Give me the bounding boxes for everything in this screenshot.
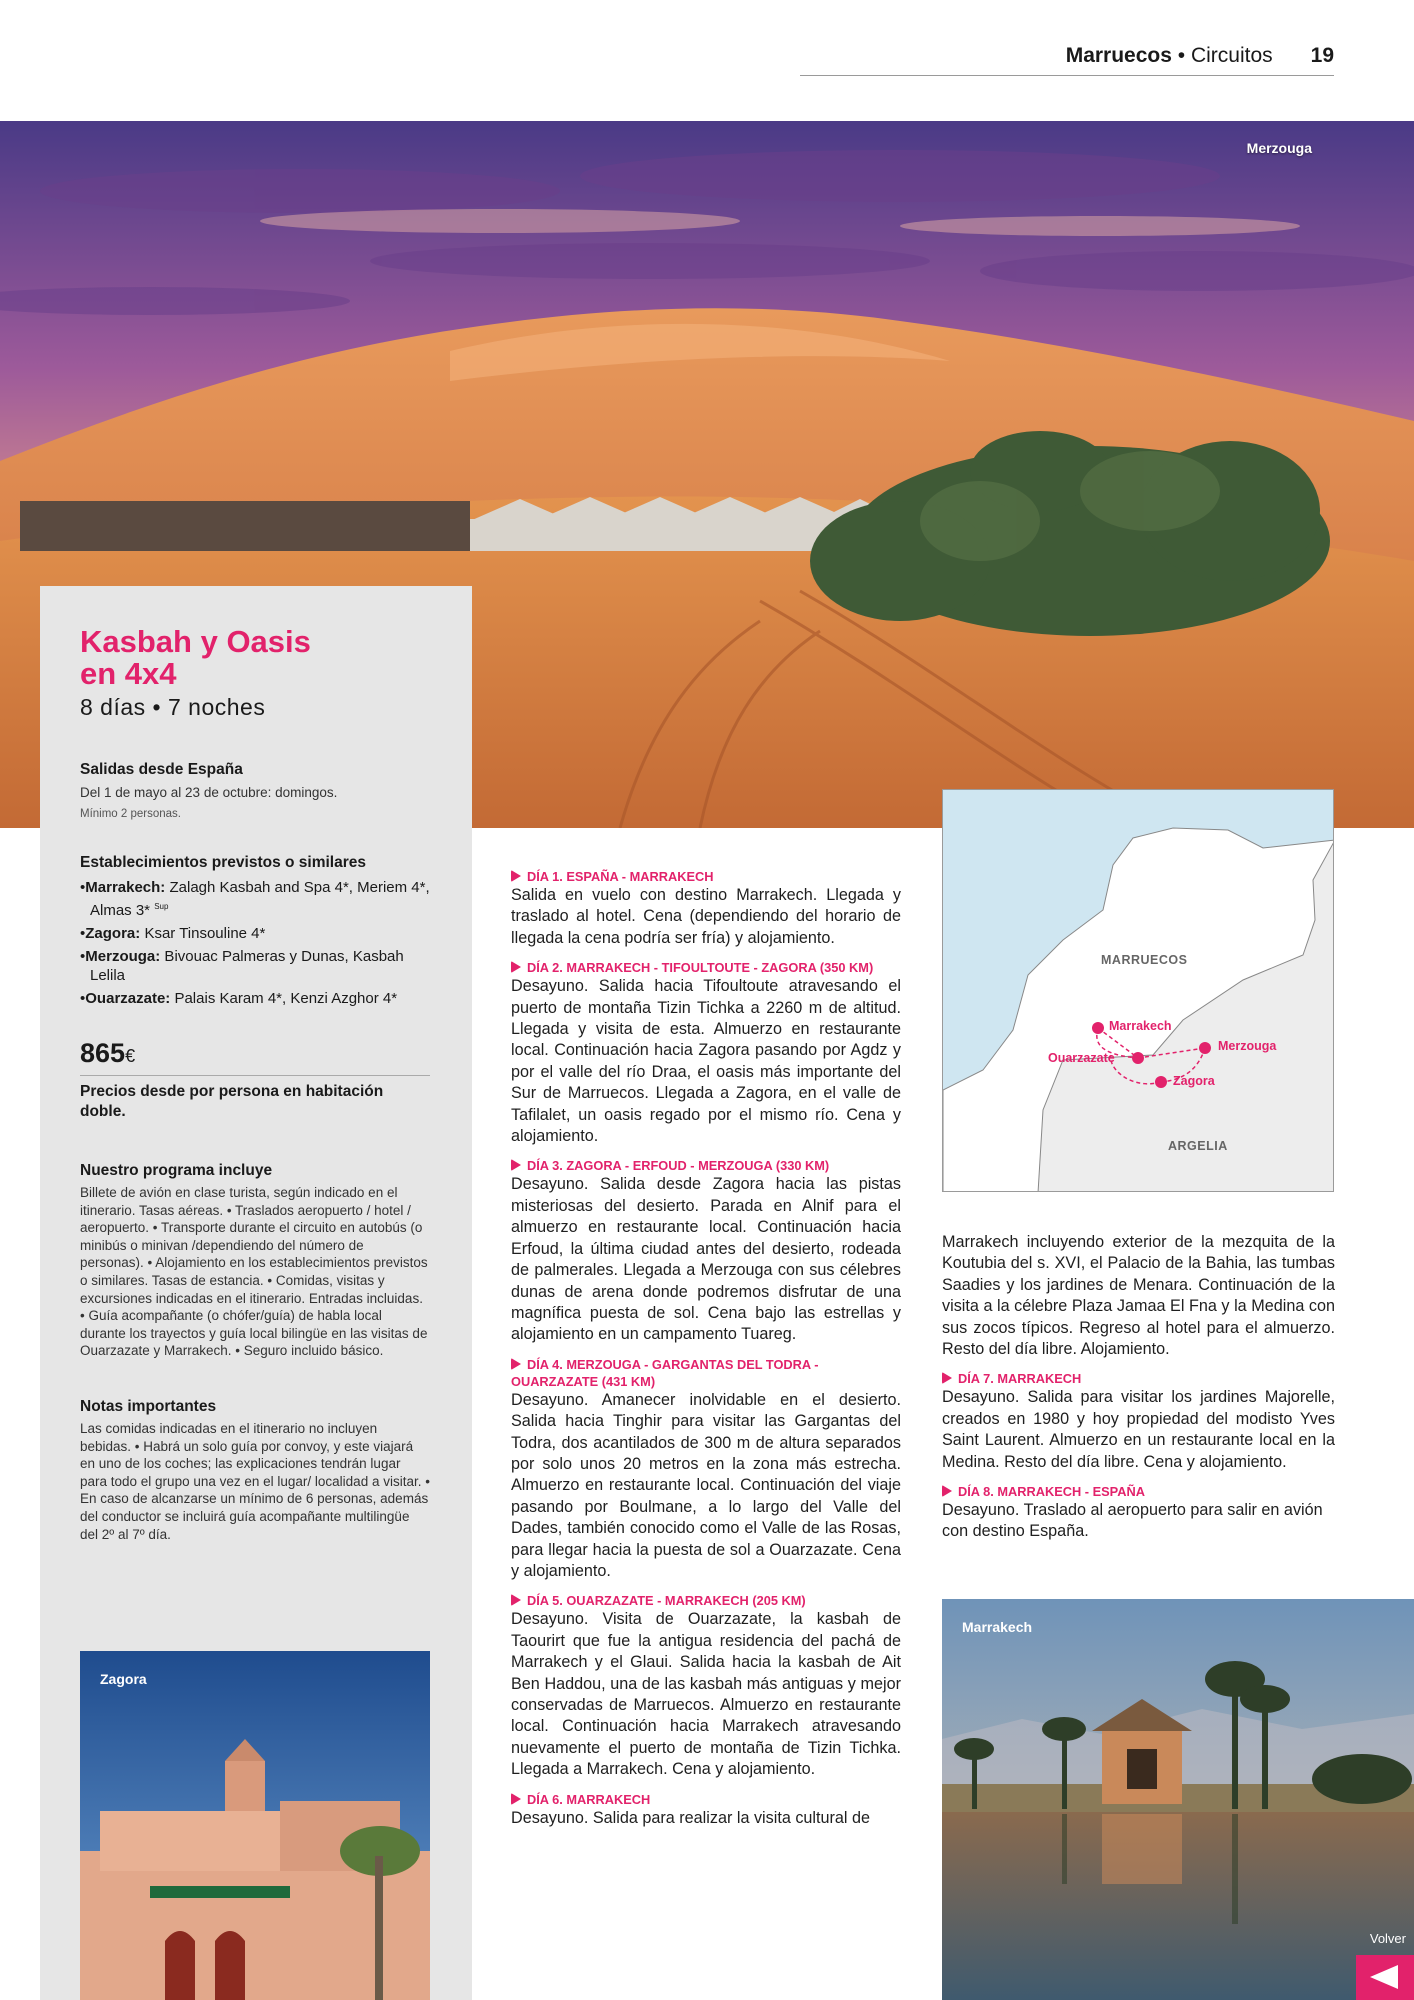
price: 865€ (80, 1038, 430, 1076)
triangle-bullet-icon (942, 1485, 952, 1497)
departures-heading: Salidas desde España (80, 761, 243, 778)
triangle-bullet-icon (511, 1793, 521, 1805)
triangle-bullet-icon (511, 1358, 521, 1370)
map-city-ouarzazate: Ouarzazate (1048, 1051, 1115, 1065)
includes-heading: Nuestro programa incluye (80, 1162, 273, 1179)
triangle-bullet-icon (511, 1159, 521, 1171)
page-header (800, 44, 1334, 76)
hotel-item: • Merzouga: Bivouac Palmeras y Dunas, Kasbah Lelila (80, 947, 430, 985)
day-heading: DÍA 4. MERZOUGA - GARGANTAS DEL TODRA - OUARZAZATE (431 KM) (511, 1356, 819, 1389)
hotel-item: • Zagora: Ksar Tinsouline 4* (80, 924, 430, 943)
hotel-item: • Marrakech: Zalagh Kasbah and Spa 4*, Meriem 4*, Almas 3* $^{Sup}$ (80, 878, 430, 920)
map-city-zagora: Zagora (1173, 1074, 1215, 1088)
hotel-item: • Ouarzazate: Palais Karam 4*, Kenzi Azghor 4* (80, 989, 430, 1008)
day-text: Desayuno. Salida para realizar la visita cultural de (511, 1808, 871, 1827)
minimum-note: Mínimo 2 personas. (80, 808, 181, 820)
notes-heading: Notas importantes (80, 1397, 217, 1415)
zagora-photo (80, 1651, 430, 2000)
tour-info-panel (40, 586, 472, 2000)
day-text: Desayuno. Traslado al aeropuerto para salir en avión con destino España. (942, 1501, 1323, 1541)
volver-label[interactable]: Volver (1369, 1931, 1406, 1946)
day-text: Desayuno. Salida para visitar los jardines Majorelle, creados en 1980 y hoy propiedad del modisto Yves Saint Laurent. Almuerzo en un restaurante local en la Medina. Resto del día libre. Cena y alojamiento. (942, 1388, 1335, 1471)
back-arrow-icon (1356, 1955, 1414, 2000)
day-text: Desayuno. Visita de Ouarzazate, la kasbah de Taourirt que fue la antigua residencia del pachá de Marrakech y el Glaui. Salida hacia la kasbah de Ait Ben Haddou, una de las kasbah más antiguas y mejor conservadas de Marruecos. Almuerzo en restaurante local. Continuación hacia Marrakech atravesando nuevamente el puerto de montaña de Tizin Tichka. Llegada a Marrakech. Cena y alojamiento. (511, 1610, 901, 1779)
triangle-bullet-icon (511, 870, 521, 882)
day-heading: DÍA 6. MARRAKECH (511, 1791, 901, 1808)
section-title: Marruecos • Circuitos (1065, 44, 1273, 67)
day-text: Desayuno. Salida desde Zagora hacia las pistas misteriosas del desierto. Parada en Alnif para el almuerzo en restaurante local. Continuación hacia Erfoud, la última ciudad antes del desierto, rodeada de palmerales. Llegada a Merzouga con sus célebres dunas de arena donde podremos disfrutar de una magnífica puesta de sol. Cena bajo las estrellas y alojamiento en un campamento Tuareg. (511, 1175, 901, 1344)
page-number: 19 (1310, 44, 1334, 67)
route-map (942, 789, 1334, 1192)
departures-text: Del 1 de mayo al 23 de octubre: domingos. (80, 785, 338, 800)
notes-text: Las comidas indicadas en el itinerario no incluyen bebidas. • Habrá un solo guía por convoy, y este viajará en uno de los coches; las explicaciones tendrán lugar para todo el grupo una vez en el lugar/ localidad a visitar. • En caso de alcanzarse un mínimo de 6 personas, además del conductor se incluirá guía acompañante multilingüe del 2º al 7º día. (80, 1420, 430, 1542)
map-country-label: MARRUECOS (1101, 953, 1188, 967)
day-text: Marrakech incluyendo exterior de la mezquita de la Koutubia del s. XVI, el Palacio de la Bahia, las tumbas Saadies y los jardines de Menara. Continuación de la visita a la célebre Plaza Jamaa El Fna y la Medina con sus zocos típicos. Regreso al hotel para el almuerzo. Resto del día libre. Alojamiento. (942, 1233, 1335, 1359)
includes-text: Billete de avión en clase turista, según indicado en el itinerario. Tasas aéreas. • Traslados aeropuerto / hotel / aeropuerto. • Transporte durante el circuito en autobús (o minibús o minivan /dependiendo del número de personas). • Alojamiento en los establecimientos previstos o similares. Tasas de estancia. • Comidas, visitas y excursiones indicadas en el itinerario. Entradas incluidas. • Guía acompañante (o chófer/guía) de habla local durante los trayectos y guía local bilingüe en las visitas de Ouarzazate y Marrakech. • Seguro incluido básico. (80, 1185, 428, 1359)
tour-title (80, 626, 430, 690)
hotels-list (80, 878, 430, 1008)
map-neighbor-label: ARGELIA (1168, 1139, 1228, 1153)
day-heading: DÍA 2. MARRAKECH - TIFOULTOUTE - ZAGORA (350 KM) (511, 959, 901, 976)
marrakech-caption: Marrakech (962, 1619, 1033, 1635)
tour-title-line2: en 4x4 (80, 656, 177, 691)
day-heading: DÍA 5. OUARZAZATE - MARRAKECH (205 KM) (511, 1592, 901, 1609)
day-text: Salida en vuelo con destino Marrakech. Llegada y traslado al hotel. Cena (dependiendo del horario de llegada la cena podría ser fría) y alojamiento. (511, 886, 901, 947)
day-text: Desayuno. Amanecer inolvidable en el desierto. Salida hacia Tinghir para visitar las Gargantas del Todra, dos acantilados de 300 m de altura separados por solo unos 20 metros en la zona más estrecha. Almuerzo en restaurante local. Continuación del viaje pasando por Boulmane, a lo largo del Valle del Dades, también conocido como el Valle de las Rosas, para llegar hacia la puesta de sol a Ouarzazate. Cena y alojamiento. (511, 1390, 901, 1580)
itinerary-column-1 (511, 868, 901, 1829)
triangle-bullet-icon (511, 1594, 521, 1606)
map-city-merzouga: Merzouga (1218, 1039, 1277, 1053)
day-heading: DÍA 8. MARRAKECH - ESPAÑA (942, 1483, 1335, 1500)
hero-caption: Merzouga (1246, 140, 1312, 156)
tour-title-line1: Kasbah y Oasis (80, 624, 311, 659)
marrakech-photo (942, 1599, 1414, 2000)
day-heading: DÍA 7. MARRAKECH (942, 1370, 1335, 1387)
triangle-bullet-icon (942, 1372, 952, 1384)
price-note: Precios desde por persona en habitación doble. (80, 1083, 384, 1120)
zagora-caption: Zagora (100, 1671, 147, 1687)
triangle-bullet-icon (511, 961, 521, 973)
day-text: Desayuno. Salida hacia Tifoultoute atravesando el puerto de montaña Tizin Tichka a 2260 m de altitud. Llegada y visita de esta. Almuerzo en restaurante local. Continuación hacia Zagora pasando por Agdz y por el valle del río Draa, el oasis más importante del Sur de Marruecos. Llegada a Zagora, en el valle de Tafilalet, un oasis regado por el mismo río. Cena y alojamiento. (511, 977, 901, 1146)
hotels-heading: Establecimientos previstos o similares (80, 854, 367, 871)
day-heading: DÍA 3. ZAGORA - ERFOUD - MERZOUGA (330 KM) (511, 1157, 901, 1174)
day-heading: DÍA 1. ESPAÑA - MARRAKECH (511, 868, 901, 885)
back-button[interactable] (1356, 1955, 1414, 2000)
itinerary-column-2 (942, 1232, 1335, 1543)
map-city-marrakech: Marrakech (1109, 1019, 1172, 1033)
tour-duration: 8 días • 7 noches (80, 694, 266, 720)
